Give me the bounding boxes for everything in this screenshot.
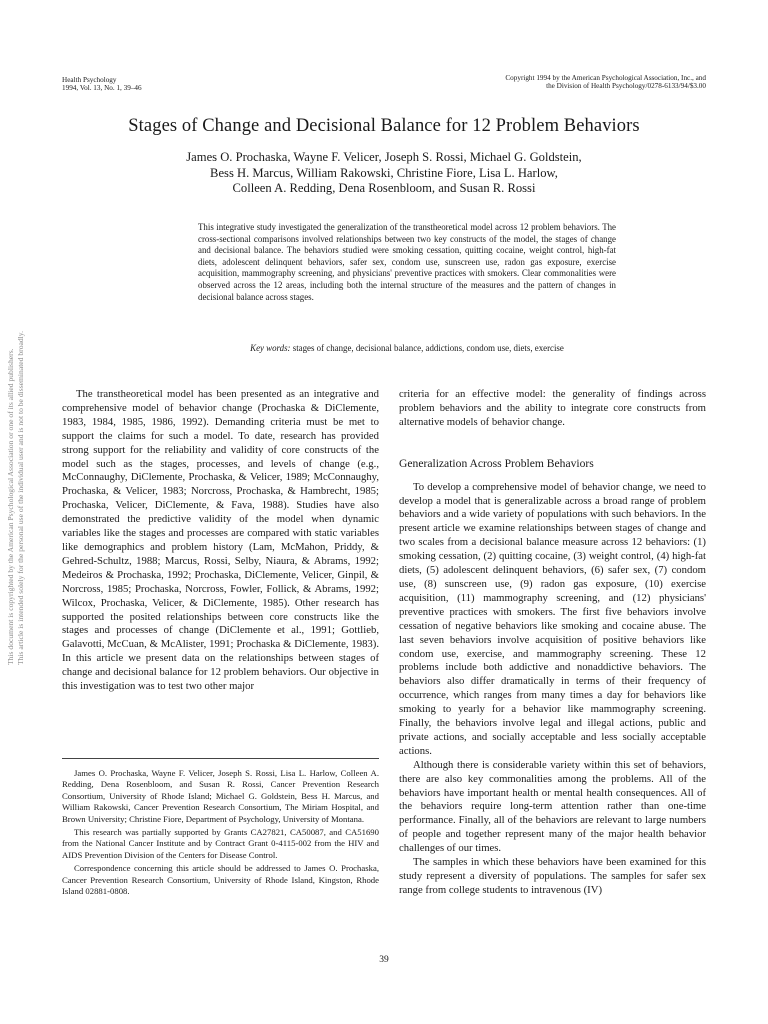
- left-column: [62, 388, 379, 694]
- footnote-correspondence: Correspondence concerning this article should be addressed to James O. Prochaska, Cancer Prevention Research Consortium, University of Rhode Island, Kingston, Rhode Island 02881-0808.: [62, 863, 379, 897]
- body-paragraph: The samples in which these behaviors have been examined for this study represent a diversity of populations. The samples for safer sex range from college students to intravenous (IV): [399, 856, 706, 896]
- footnote-affiliations: James O. Prochaska, Wayne F. Velicer, Joseph S. Rossi, Lisa L. Harlow, Colleen A. Redding, Dena Rosenbloom, and Susan R. Rossi, Cancer Prevention Research Consortium, University of Rhode Island; Michael G. Goldstein, Bess H. Marcus, and William Rakowski, Cancer Prevention Research Consortium, The Miriam Hospital, and Brown University; Christine Fiore, Department of Psychology, University of Montana.: [62, 768, 379, 824]
- journal-volume: 1994, Vol. 13, No. 1, 39–46: [62, 84, 142, 92]
- sidebar-line-2: This article is intended solely for the personal use of the individual user and is not to be disseminated broadly.: [16, 331, 25, 665]
- keywords-label: Key words:: [250, 343, 291, 353]
- abstract: This integrative study investigated the generalization of the transtheoretical model across 12 problem behaviors. The cross-sectional comparisons involved relationships between two key constructs of the model, the stages of change and decisional balance. The behaviors studied were smoking cessation, quitting cocaine, weight control, high-fat diets, adolescent delinquent behaviors, safer sex, condom use, sunscreen use, radon gas exposure, exercise acquisition, mammography screening, and physicians' preventive practices with smokers. Clear commonalities were observed across the 12 areas, including both the internal structure of the measures and the pattern of changes in decisional balance across stages.: [198, 222, 616, 302]
- copyright-line-2: the Division of Health Psychology/0278-6133/94/$3.00: [546, 82, 706, 90]
- body-paragraph: Although there is considerable variety within this set of behaviors, there are also key commonalities among the problems. All of the behaviors have important health or mental health consequences. All of the behaviors require long-term attention rather than one-time performance. Finally, all of the behaviors are relevant to large numbers of people and together represent many of the major health behavior challenges of our times.: [399, 758, 706, 855]
- article-title: Stages of Change and Decisional Balance for 12 Problem Behaviors: [128, 116, 640, 136]
- page-number: 39: [379, 955, 389, 965]
- author-line: James O. Prochaska, Wayne F. Velicer, Joseph S. Rossi, Michael G. Goldstein,: [186, 150, 582, 164]
- copyright-notice: [505, 74, 706, 90]
- right-column: [399, 388, 706, 898]
- copyright-sidebar: [4, 275, 24, 665]
- intro-paragraph: The transtheoretical model has been presented as an integrative and comprehensive model of behavior change (Prochaska & DiClemente, 1983, 1984, 1985, 1986, 1992). Demanding criteria must be met to support the claims for such a model. To date, research has provided strong support for the reliability and validity of core constructs of the model such as the stages, processes, and levels of change (e.g., McConnaughy, DiClemente, Prochaska, & Velicer, 1989; McConnaughy, Prochaska, & Velicer, 1983; Norcross, Prochaska, & Hambrecht, 1985; Prochaska, Velicer, DiClemente, & Fava, 1988). Studies have also demonstrated the predictive validity of the model when dynamic variables like the stages and processes are compared with static variables like demographics and problem history (Lam, McMahon, Priddy, & Gehred-Schultz, 1988; Marcus, Rossi, Selby, Niaura, & Abrams, 1992; Medeiros & Prochaska, 1992; Prochaska, DiClemente, Velicer, Ginpil, & Norcross, 1985; Prochaska, Norcross, Fowler, Follick, & Abrams, 1992; Wilcox, Prochaska, Velicer, & DiClemente, 1985). Other research has supported the posited relationships between core constructs like the stages and processes of change (DiClemente et al., 1991; Gottlieb, Galavotti, McCuan, & McAlister, 1991; Prochaska & DiClemente, 1983). In this article we present data on the relationships between stages of change and decisional balance for 12 problem behaviors. Our objective in this investigation was to test two other major: [62, 388, 379, 693]
- footnote-divider: [62, 758, 379, 759]
- sidebar-line-1: This document is copyrighted by the American Psychological Association or one of its allied publishers.: [6, 348, 15, 665]
- copyright-line-1: Copyright 1994 by the American Psychological Association, Inc., and: [505, 74, 706, 82]
- keywords-text: stages of change, decisional balance, addictions, condom use, diets, exercise: [290, 343, 564, 353]
- author-line: Bess H. Marcus, William Rakowski, Christine Fiore, Lisa L. Harlow,: [210, 165, 558, 180]
- continuation-paragraph: criteria for an effective model: the generality of findings across problem behaviors and the ability to integrate core constructs from alternative models of behavior change.: [399, 388, 706, 428]
- author-footnotes: [62, 768, 379, 899]
- author-line: Colleen A. Redding, Dena Rosenbloom, and Susan R. Rossi: [232, 181, 536, 195]
- journal-citation: [62, 76, 142, 92]
- body-paragraph: To develop a comprehensive model of behavior change, we need to develop a model that is generalizable across a broad range of problem behaviors and a wide variety of populations with such behaviors. In the present article we examine relationships between stages of change and two scales from a decisional balance measure across 12 behaviors: (1) smoking cessation, (2) quitting cocaine, (3) weight control, (4) high-fat diets, (5) adolescent delinquent behaviors, (6) safer sex, (7) condom use, (8) sunscreen use, (9) radon gas exposure, (10) exercise acquisition, (11) mammography screening, and (12) physicians' preventive practices with smokers. The first five behaviors involve cessation of negative behaviors like smoking and cocaine abuse. The last seven behaviors involve acquisition of positive behaviors like condom use, exercise, and mammography screening. These 12 problems include both addictive and nonaddictive behaviors. The behaviors also differ dramatically in terms of their frequency of occurrence, which ranges from many times a day for behaviors like smoking to yearly for a behavior like mammography screening. Finally, the behaviors involve legal and illegal actions, public and private actions, and socially acceptable and less socially acceptable actions.: [399, 480, 706, 757]
- author-list: [0, 150, 768, 197]
- keywords: [198, 343, 616, 353]
- section-heading: Generalization Across Problem Behaviors: [399, 456, 594, 470]
- journal-name: Health Psychology: [62, 76, 117, 84]
- footnote-funding: This research was partially supported by Grants CA27821, CA50087, and CA51690 from the National Cancer Institute and by Contract Grant 0-4115-002 from the HIV and AIDS Prevention Division of the Centers for Disease Control.: [62, 827, 379, 860]
